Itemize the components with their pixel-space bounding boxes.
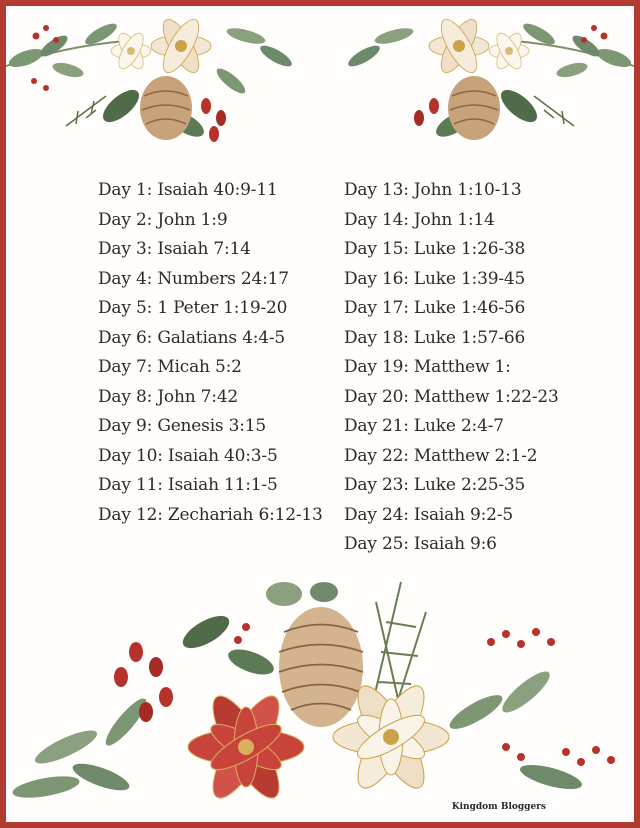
reading-column-left [98,176,323,560]
reading-day-20: Day 20: Matthew 1:22-23 [344,386,559,407]
reading-day-13: Day 13: John 1:10-13 [344,180,522,200]
top-right-cluster [345,15,634,142]
red-poinsettia [188,688,304,806]
reading-day-23: Day 23: Luke 2:25-35 [344,475,526,495]
reading-day-7: Day 7: Micah 5:2 [98,357,242,377]
top-left-poinsettia [111,15,211,78]
reading-column-right [344,176,574,560]
reading-day-8: Day 8: John 7:42 [98,386,239,407]
credit-text: Kingdom Bloggers [451,802,546,812]
reading-day-9: Day 9: Genesis 3:15 [98,416,267,436]
reading-day-3: Day 3: Isaiah 7:14 [98,239,251,259]
reading-day-11: Day 11: Isaiah 11:1-5 [98,475,278,495]
reading-day-2: Day 2: John 1:9 [98,209,228,230]
reading-day-15: Day 15: Luke 1:26-38 [344,239,526,259]
top-floral-garland [6,6,634,166]
reading-day-19: Day 19: Matthew 1: [344,357,511,377]
reading-day-18: Day 18: Luke 1:57-66 [344,327,526,348]
reading-day-12: Day 12: Zechariah 6:12-13 [98,504,323,525]
reading-day-5: Day 5: 1 Peter 1:19-20 [98,298,288,318]
reading-day-10: Day 10: Isaiah 40:3-5 [98,445,278,466]
bottom-floral-arrangement [6,572,634,822]
reading-schedule [98,176,574,560]
top-left-pinecone [140,76,192,140]
reading-day-1: Day 1: Isaiah 40:9-11 [98,180,278,200]
reading-day-16: Day 16: Luke 1:39-45 [344,268,526,289]
reading-day-4: Day 4: Numbers 24:17 [98,268,289,289]
reading-day-21: Day 21: Luke 2:4-7 [344,416,504,436]
reading-day-22: Day 22: Matthew 2:1-2 [344,445,538,466]
bottom-pinecone [279,607,363,727]
reading-day-24: Day 24: Isaiah 9:2-5 [344,504,513,525]
reading-day-25: Day 25: Isaiah 9:6 [344,534,497,554]
reading-day-17: Day 17: Luke 1:46-56 [344,298,526,318]
reading-day-6: Day 6: Galatians 4:4-5 [98,327,286,348]
reading-day-14: Day 14: John 1:14 [344,209,495,230]
